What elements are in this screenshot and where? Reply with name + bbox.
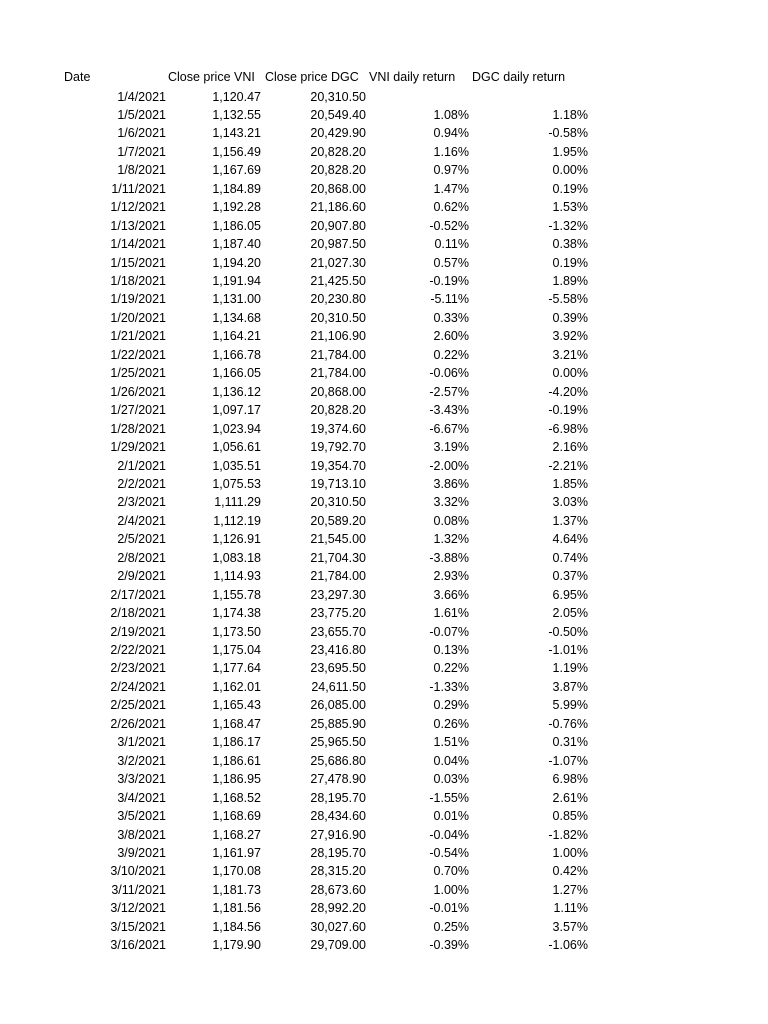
cell-vni-return[interactable]: -1.55% bbox=[429, 790, 469, 805]
table-row bbox=[0, 789, 768, 807]
cell-date[interactable]: 1/26/2021 bbox=[110, 384, 166, 399]
cell-close-dgc[interactable]: 20,828.20 bbox=[310, 403, 366, 418]
cell-close-dgc[interactable]: 20,987.50 bbox=[310, 237, 366, 252]
cell-close-vni[interactable]: 1,186.05 bbox=[212, 218, 261, 233]
cell-dgc-return[interactable]: 4.64% bbox=[552, 532, 588, 547]
cell-vni-return[interactable]: 0.62% bbox=[433, 200, 469, 215]
cell-close-vni[interactable]: 1,181.73 bbox=[212, 882, 261, 897]
cell-close-dgc[interactable]: 20,828.20 bbox=[310, 163, 366, 178]
cell-dgc-return[interactable]: 3.57% bbox=[552, 919, 588, 934]
cell-close-dgc[interactable]: 19,792.70 bbox=[310, 440, 366, 455]
cell-close-vni[interactable]: 1,186.95 bbox=[212, 772, 261, 787]
cell-dgc-return[interactable]: -1.06% bbox=[548, 938, 588, 953]
cell-close-vni[interactable]: 1,168.47 bbox=[212, 716, 261, 731]
cell-close-dgc[interactable]: 20,868.00 bbox=[310, 181, 366, 196]
cell-close-vni[interactable]: 1,177.64 bbox=[212, 661, 261, 676]
cell-date[interactable]: 2/4/2021 bbox=[117, 513, 166, 528]
cell-dgc-return[interactable]: 1.85% bbox=[552, 476, 588, 491]
cell-close-vni[interactable]: 1,191.94 bbox=[212, 274, 261, 288]
cell-vni-return[interactable]: -0.01% bbox=[429, 901, 469, 916]
cell-close-dgc[interactable]: 20,310.50 bbox=[310, 310, 366, 325]
cell-close-dgc[interactable]: 20,310.50 bbox=[310, 495, 366, 510]
cell-dgc-return[interactable]: 2.61% bbox=[552, 790, 588, 805]
cell-close-dgc[interactable]: 19,374.60 bbox=[310, 421, 366, 436]
cell-vni-return[interactable]: 1.47% bbox=[433, 181, 469, 196]
cell-vni-return[interactable]: 0.70% bbox=[433, 864, 469, 879]
cell-date[interactable]: 1/27/2021 bbox=[110, 403, 166, 418]
cell-dgc-return[interactable]: 1.53% bbox=[552, 200, 588, 215]
cell-dgc-return[interactable]: -1.01% bbox=[548, 643, 588, 657]
table-row bbox=[0, 807, 768, 825]
cell-date[interactable]: 3/2/2021 bbox=[117, 753, 166, 768]
cell-dgc-return[interactable]: 1.11% bbox=[553, 901, 588, 916]
cell-date[interactable]: 1/5/2021 bbox=[117, 107, 166, 122]
table-row bbox=[0, 420, 768, 438]
cell-date[interactable]: 2/8/2021 bbox=[117, 550, 166, 565]
cell-date[interactable]: 3/9/2021 bbox=[117, 845, 166, 860]
cell-date[interactable]: 1/12/2021 bbox=[110, 200, 166, 215]
table-row bbox=[0, 364, 768, 382]
cell-vni-return[interactable]: -0.39% bbox=[429, 938, 469, 953]
cell-dgc-return[interactable]: 2.05% bbox=[552, 606, 588, 621]
table-row bbox=[0, 696, 768, 714]
cell-date[interactable]: 1/25/2021 bbox=[110, 366, 166, 381]
cell-close-vni[interactable]: 1,184.89 bbox=[212, 181, 261, 196]
cell-close-vni[interactable]: 1,170.08 bbox=[212, 864, 261, 879]
cell-vni-return[interactable]: -2.00% bbox=[429, 458, 469, 473]
cell-close-dgc[interactable]: 20,429.90 bbox=[310, 126, 366, 141]
table-row bbox=[0, 678, 768, 696]
cell-dgc-return[interactable]: 6.95% bbox=[552, 587, 588, 602]
cell-dgc-return[interactable]: 0.19% bbox=[552, 255, 588, 270]
cell-close-dgc[interactable]: 20,907.80 bbox=[310, 218, 366, 233]
table-row bbox=[0, 918, 768, 936]
cell-vni-return[interactable]: -0.19% bbox=[429, 274, 469, 288]
cell-date[interactable]: 1/18/2021 bbox=[110, 274, 166, 288]
cell-vni-return[interactable]: 0.94% bbox=[433, 126, 469, 141]
cell-vni-return[interactable]: 1.08% bbox=[433, 107, 469, 122]
cell-close-vni[interactable]: 1,126.91 bbox=[212, 532, 261, 547]
cell-vni-return[interactable]: 1.16% bbox=[433, 144, 469, 159]
cell-close-dgc[interactable]: 23,655.70 bbox=[310, 624, 366, 639]
cell-dgc-return[interactable]: 0.39% bbox=[552, 310, 588, 325]
cell-close-vni[interactable]: 1,181.56 bbox=[212, 901, 261, 916]
cell-dgc-return[interactable]: 1.00% bbox=[552, 845, 588, 860]
table-row bbox=[0, 106, 768, 124]
cell-vni-return[interactable]: 0.57% bbox=[433, 255, 469, 270]
cell-close-vni[interactable]: 1,184.56 bbox=[212, 919, 261, 934]
cell-date[interactable]: 3/3/2021 bbox=[117, 772, 166, 787]
cell-vni-return[interactable]: 0.29% bbox=[433, 698, 469, 713]
cell-close-dgc[interactable]: 28,315.20 bbox=[310, 864, 366, 879]
cell-close-vni[interactable]: 1,194.20 bbox=[212, 255, 261, 270]
table-row bbox=[0, 493, 768, 511]
table-row bbox=[0, 623, 768, 641]
cell-dgc-return[interactable]: 0.37% bbox=[552, 569, 588, 584]
cell-close-dgc[interactable]: 20,549.40 bbox=[310, 107, 366, 122]
table-row bbox=[0, 641, 768, 659]
cell-close-vni[interactable]: 1,075.53 bbox=[212, 476, 261, 491]
table-row bbox=[0, 844, 768, 862]
cell-dgc-return[interactable]: -0.50% bbox=[548, 624, 588, 639]
cell-close-vni[interactable]: 1,136.12 bbox=[212, 384, 261, 399]
cell-date[interactable]: 1/28/2021 bbox=[110, 421, 166, 436]
cell-close-dgc[interactable]: 21,784.00 bbox=[310, 347, 366, 362]
table-row bbox=[0, 567, 768, 585]
cell-dgc-return[interactable]: -1.07% bbox=[548, 753, 588, 768]
cell-date[interactable]: 1/14/2021 bbox=[110, 237, 166, 252]
cell-date[interactable]: 1/13/2021 bbox=[110, 218, 166, 233]
cell-date[interactable]: 1/4/2021 bbox=[117, 89, 166, 104]
cell-close-dgc[interactable]: 23,297.30 bbox=[310, 587, 366, 602]
table-row bbox=[0, 457, 768, 475]
cell-date[interactable]: 1/21/2021 bbox=[110, 329, 166, 344]
cell-date[interactable]: 1/19/2021 bbox=[110, 292, 166, 307]
cell-date[interactable]: 2/18/2021 bbox=[110, 606, 166, 621]
table-row bbox=[0, 401, 768, 419]
cell-dgc-return[interactable] bbox=[476, 88, 588, 106]
table-row bbox=[0, 327, 768, 345]
cell-vni-return[interactable]: -0.52% bbox=[429, 218, 469, 233]
cell-close-dgc[interactable]: 23,695.50 bbox=[310, 661, 366, 676]
table-row bbox=[0, 346, 768, 364]
cell-vni-return[interactable]: 3.66% bbox=[433, 587, 469, 602]
cell-close-vni[interactable]: 1,164.21 bbox=[212, 329, 261, 344]
cell-vni-return[interactable]: 1.61% bbox=[433, 606, 469, 621]
cell-close-vni[interactable]: 1,186.17 bbox=[212, 735, 261, 750]
cell-close-vni[interactable]: 1,175.04 bbox=[212, 643, 261, 657]
cell-vni-return[interactable]: 0.11% bbox=[434, 237, 469, 252]
cell-close-vni[interactable]: 1,187.40 bbox=[212, 237, 261, 252]
cell-dgc-return[interactable]: 3.87% bbox=[552, 679, 588, 694]
cell-close-vni[interactable]: 1,168.27 bbox=[212, 827, 261, 842]
cell-date[interactable]: 2/5/2021 bbox=[117, 532, 166, 547]
cell-close-dgc[interactable]: 20,868.00 bbox=[310, 384, 366, 399]
cell-close-vni[interactable]: 1,156.49 bbox=[212, 144, 261, 159]
table-row bbox=[0, 217, 768, 235]
cell-dgc-return[interactable]: 0.85% bbox=[552, 809, 588, 824]
cell-close-dgc[interactable]: 28,992.20 bbox=[310, 901, 366, 916]
cell-close-vni[interactable]: 1,168.69 bbox=[212, 809, 261, 824]
cell-close-dgc[interactable]: 21,186.60 bbox=[310, 200, 366, 215]
cell-vni-return[interactable]: 0.01% bbox=[433, 809, 469, 824]
header-vni-daily-return[interactable]: VNI daily return bbox=[369, 70, 456, 84]
cell-date[interactable]: 2/26/2021 bbox=[110, 716, 166, 731]
cell-vni-return[interactable]: 1.32% bbox=[433, 532, 469, 547]
cell-close-dgc[interactable]: 26,085.00 bbox=[310, 698, 366, 713]
table-row bbox=[0, 770, 768, 788]
table-row bbox=[0, 715, 768, 733]
cell-close-dgc[interactable]: 20,230.80 bbox=[310, 292, 366, 307]
cell-vni-return[interactable]: -0.04% bbox=[429, 827, 469, 842]
cell-vni-return[interactable]: -0.06% bbox=[429, 366, 469, 381]
cell-date[interactable]: 1/20/2021 bbox=[110, 310, 166, 325]
cell-date[interactable]: 3/4/2021 bbox=[117, 790, 166, 805]
cell-date[interactable]: 2/3/2021 bbox=[117, 495, 166, 510]
cell-close-vni[interactable]: 1,097.17 bbox=[212, 403, 261, 418]
cell-dgc-return[interactable]: -6.98% bbox=[548, 421, 588, 436]
table-row bbox=[0, 290, 768, 308]
cell-close-vni[interactable]: 1,120.47 bbox=[212, 89, 261, 104]
table-row bbox=[0, 862, 768, 880]
cell-close-vni[interactable]: 1,114.93 bbox=[213, 569, 261, 584]
cell-vni-return[interactable]: 0.13% bbox=[433, 643, 469, 657]
cell-date[interactable]: 1/7/2021 bbox=[117, 144, 166, 159]
cell-close-vni[interactable]: 1,056.61 bbox=[212, 440, 261, 455]
cell-dgc-return[interactable]: -2.21% bbox=[548, 458, 588, 473]
cell-dgc-return[interactable]: -4.20% bbox=[548, 384, 588, 399]
cell-date[interactable]: 1/6/2021 bbox=[117, 126, 166, 141]
table-row bbox=[0, 475, 768, 493]
cell-close-vni[interactable]: 1,174.38 bbox=[212, 606, 261, 621]
cell-dgc-return[interactable]: 1.37% bbox=[552, 513, 588, 528]
table-row bbox=[0, 659, 768, 677]
table-row bbox=[0, 235, 768, 253]
cell-dgc-return[interactable]: 6.98% bbox=[552, 772, 588, 787]
cell-vni-return[interactable]: -3.88% bbox=[429, 550, 469, 565]
cell-vni-return[interactable]: 0.22% bbox=[433, 347, 469, 362]
cell-dgc-return[interactable]: 1.19% bbox=[552, 661, 588, 676]
cell-vni-return[interactable]: 0.97% bbox=[433, 163, 469, 178]
cell-close-vni[interactable]: 1,132.55 bbox=[212, 107, 261, 122]
cell-close-vni[interactable]: 1,111.29 bbox=[214, 495, 261, 510]
cell-vni-return[interactable]: 3.32% bbox=[433, 495, 469, 510]
cell-dgc-return[interactable]: 0.74% bbox=[552, 550, 588, 565]
cell-date[interactable]: 2/23/2021 bbox=[110, 661, 166, 676]
table-row bbox=[0, 549, 768, 567]
cell-date[interactable]: 3/16/2021 bbox=[110, 938, 166, 953]
table-row bbox=[0, 881, 768, 899]
table-row bbox=[0, 733, 768, 751]
cell-date[interactable]: 2/2/2021 bbox=[117, 476, 166, 491]
cell-close-dgc[interactable]: 29,709.00 bbox=[310, 938, 366, 953]
cell-close-dgc[interactable]: 25,686.80 bbox=[310, 753, 366, 768]
header-close-price-vni[interactable]: Close price VNI bbox=[168, 70, 255, 84]
table-row bbox=[0, 161, 768, 179]
cell-close-vni[interactable]: 1,166.78 bbox=[212, 347, 261, 362]
table-row bbox=[0, 254, 768, 272]
header-date[interactable]: Date bbox=[64, 70, 91, 84]
cell-date[interactable]: 2/24/2021 bbox=[110, 679, 166, 694]
cell-dgc-return[interactable]: 3.03% bbox=[552, 495, 588, 510]
cell-dgc-return[interactable]: -1.32% bbox=[548, 218, 588, 233]
cell-dgc-return[interactable]: 0.38% bbox=[552, 237, 588, 252]
cell-close-dgc[interactable]: 19,354.70 bbox=[310, 458, 366, 473]
table-row bbox=[0, 309, 768, 327]
cell-close-dgc[interactable]: 28,195.70 bbox=[310, 790, 366, 805]
cell-date[interactable]: 3/11/2021 bbox=[111, 882, 166, 897]
cell-dgc-return[interactable]: 1.27% bbox=[552, 882, 588, 897]
cell-close-vni[interactable]: 1,023.94 bbox=[212, 421, 261, 436]
cell-vni-return[interactable]: 0.08% bbox=[433, 513, 469, 528]
cell-vni-return[interactable]: 2.60% bbox=[433, 329, 469, 344]
cell-vni-return[interactable]: 1.51% bbox=[433, 735, 469, 750]
cell-date[interactable]: 1/29/2021 bbox=[110, 440, 166, 455]
cell-close-vni[interactable]: 1,112.19 bbox=[213, 513, 261, 528]
cell-close-dgc[interactable]: 20,589.20 bbox=[310, 513, 366, 528]
cell-vni-return[interactable]: 0.03% bbox=[433, 772, 469, 787]
cell-dgc-return[interactable]: 0.31% bbox=[552, 735, 588, 750]
table-row bbox=[0, 512, 768, 530]
cell-date[interactable]: 2/9/2021 bbox=[117, 569, 166, 584]
cell-dgc-return[interactable]: 1.18% bbox=[552, 107, 588, 122]
cell-dgc-return[interactable]: -0.58% bbox=[548, 126, 588, 141]
cell-vni-return[interactable]: -1.33% bbox=[429, 679, 469, 694]
cell-vni-return[interactable]: 3.86% bbox=[433, 476, 469, 491]
cell-date[interactable]: 3/5/2021 bbox=[117, 809, 166, 824]
cell-close-vni[interactable]: 1,131.00 bbox=[212, 292, 261, 307]
cell-close-dgc[interactable]: 21,425.50 bbox=[310, 274, 366, 288]
cell-close-dgc[interactable]: 24,611.50 bbox=[311, 679, 366, 694]
cell-close-vni[interactable]: 1,179.90 bbox=[212, 938, 261, 953]
table-row bbox=[0, 180, 768, 198]
cell-date[interactable]: 1/15/2021 bbox=[110, 255, 166, 270]
cell-dgc-return[interactable]: -0.19% bbox=[548, 403, 588, 418]
cell-close-vni[interactable]: 1,167.69 bbox=[212, 163, 261, 178]
cell-vni-return[interactable]: 0.25% bbox=[433, 919, 469, 934]
table-row bbox=[0, 752, 768, 770]
cell-vni-return[interactable]: 0.04% bbox=[433, 753, 469, 768]
cell-date[interactable]: 2/1/2021 bbox=[117, 458, 166, 473]
cell-date[interactable]: 2/17/2021 bbox=[110, 587, 166, 602]
cell-date[interactable]: 1/11/2021 bbox=[111, 181, 166, 196]
cell-date[interactable]: 3/12/2021 bbox=[110, 901, 166, 916]
table-row bbox=[0, 936, 768, 954]
cell-close-dgc[interactable]: 21,027.30 bbox=[310, 255, 366, 270]
cell-close-vni[interactable]: 1,155.78 bbox=[212, 587, 261, 602]
table-row bbox=[0, 826, 768, 844]
cell-dgc-return[interactable]: 0.00% bbox=[552, 163, 588, 178]
cell-vni-return[interactable]: -0.54% bbox=[429, 845, 469, 860]
cell-dgc-return[interactable]: 0.00% bbox=[552, 366, 588, 381]
cell-date[interactable]: 2/22/2021 bbox=[110, 643, 166, 657]
table-row bbox=[0, 604, 768, 622]
cell-dgc-return[interactable]: -0.76% bbox=[548, 716, 588, 731]
cell-close-dgc[interactable]: 27,916.90 bbox=[310, 827, 366, 842]
cell-close-dgc[interactable]: 27,478.90 bbox=[310, 772, 366, 787]
cell-vni-return[interactable]: 3.19% bbox=[433, 440, 469, 455]
cell-close-dgc[interactable]: 23,416.80 bbox=[310, 643, 366, 657]
cell-vni-return[interactable]: 2.93% bbox=[433, 569, 469, 584]
cell-vni-return[interactable]: -6.67% bbox=[429, 421, 469, 436]
cell-vni-return[interactable]: 0.33% bbox=[433, 310, 469, 325]
cell-vni-return[interactable]: 1.00% bbox=[433, 882, 469, 897]
header-dgc-daily-return[interactable]: DGC daily return bbox=[472, 70, 566, 84]
cell-date[interactable]: 3/10/2021 bbox=[110, 864, 166, 879]
cell-close-vni[interactable]: 1,035.51 bbox=[212, 458, 261, 473]
table-row bbox=[0, 383, 768, 401]
table-row bbox=[0, 88, 768, 106]
cell-close-vni[interactable]: 1,161.97 bbox=[212, 845, 261, 860]
table-row bbox=[0, 124, 768, 142]
cell-close-dgc[interactable]: 20,310.50 bbox=[310, 89, 366, 104]
cell-close-dgc[interactable]: 23,775.20 bbox=[310, 606, 366, 621]
cell-close-vni[interactable]: 1,168.52 bbox=[212, 790, 261, 805]
cell-vni-return[interactable]: -5.11% bbox=[430, 292, 469, 307]
cell-dgc-return[interactable]: 0.19% bbox=[552, 181, 588, 196]
cell-vni-return[interactable] bbox=[372, 88, 469, 106]
cell-close-vni[interactable]: 1,173.50 bbox=[212, 624, 261, 639]
cell-close-vni[interactable]: 1,165.43 bbox=[212, 698, 261, 713]
cell-dgc-return[interactable]: -1.82% bbox=[548, 827, 588, 842]
cell-close-dgc[interactable]: 28,434.60 bbox=[310, 809, 366, 824]
table-row bbox=[0, 198, 768, 216]
table-row bbox=[0, 143, 768, 161]
cell-close-dgc[interactable]: 21,784.00 bbox=[310, 569, 366, 584]
cell-date[interactable]: 2/19/2021 bbox=[110, 624, 166, 639]
cell-date[interactable]: 2/25/2021 bbox=[110, 698, 166, 713]
cell-vni-return[interactable]: -2.57% bbox=[429, 384, 469, 399]
cell-vni-return[interactable]: 0.22% bbox=[433, 661, 469, 676]
cell-date[interactable]: 3/8/2021 bbox=[117, 827, 166, 842]
cell-close-dgc[interactable]: 21,784.00 bbox=[310, 366, 366, 381]
cell-close-vni[interactable]: 1,143.21 bbox=[212, 126, 261, 141]
cell-close-dgc[interactable]: 21,545.00 bbox=[310, 532, 366, 547]
cell-close-dgc[interactable]: 20,828.20 bbox=[310, 144, 366, 159]
table-row bbox=[0, 586, 768, 604]
cell-dgc-return[interactable]: 2.16% bbox=[552, 440, 588, 455]
cell-dgc-return[interactable]: -5.58% bbox=[548, 292, 588, 307]
cell-dgc-return[interactable]: 1.95% bbox=[552, 144, 588, 159]
header-row bbox=[0, 68, 768, 86]
cell-close-dgc[interactable]: 30,027.60 bbox=[310, 919, 366, 934]
cell-close-vni[interactable]: 1,186.61 bbox=[212, 753, 261, 768]
cell-vni-return[interactable]: -0.07% bbox=[429, 624, 469, 639]
table-row bbox=[0, 899, 768, 917]
cell-close-vni[interactable]: 1,192.28 bbox=[212, 200, 261, 215]
cell-close-vni[interactable]: 1,162.01 bbox=[212, 679, 261, 694]
header-close-price-dgc[interactable]: Close price DGC bbox=[265, 70, 359, 84]
cell-dgc-return[interactable]: 5.99% bbox=[552, 698, 588, 713]
cell-dgc-return[interactable]: 3.21% bbox=[552, 347, 588, 362]
cell-dgc-return[interactable]: 3.92% bbox=[552, 329, 588, 344]
cell-vni-return[interactable]: -3.43% bbox=[429, 403, 469, 418]
cell-dgc-return[interactable]: 0.42% bbox=[552, 864, 588, 879]
cell-date[interactable]: 3/1/2021 bbox=[117, 735, 166, 750]
cell-vni-return[interactable]: 0.26% bbox=[433, 716, 469, 731]
table-row bbox=[0, 530, 768, 548]
cell-close-dgc[interactable]: 19,713.10 bbox=[310, 476, 366, 491]
cell-close-dgc[interactable]: 21,106.90 bbox=[310, 329, 366, 344]
cell-close-vni[interactable]: 1,166.05 bbox=[212, 366, 261, 381]
table-row bbox=[0, 438, 768, 456]
cell-date[interactable]: 1/8/2021 bbox=[117, 163, 166, 178]
cell-close-dgc[interactable]: 25,965.50 bbox=[310, 735, 366, 750]
table-row bbox=[0, 272, 768, 290]
cell-close-dgc[interactable]: 25,885.90 bbox=[310, 716, 366, 731]
cell-dgc-return[interactable]: 1.89% bbox=[552, 274, 588, 288]
cell-date[interactable]: 3/15/2021 bbox=[110, 919, 166, 934]
cell-close-dgc[interactable]: 21,704.30 bbox=[310, 550, 366, 565]
cell-close-dgc[interactable]: 28,673.60 bbox=[310, 882, 366, 897]
cell-close-vni[interactable]: 1,134.68 bbox=[212, 310, 261, 325]
cell-date[interactable]: 1/22/2021 bbox=[110, 347, 166, 362]
cell-close-dgc[interactable]: 28,195.70 bbox=[310, 845, 366, 860]
cell-close-vni[interactable]: 1,083.18 bbox=[212, 550, 261, 565]
